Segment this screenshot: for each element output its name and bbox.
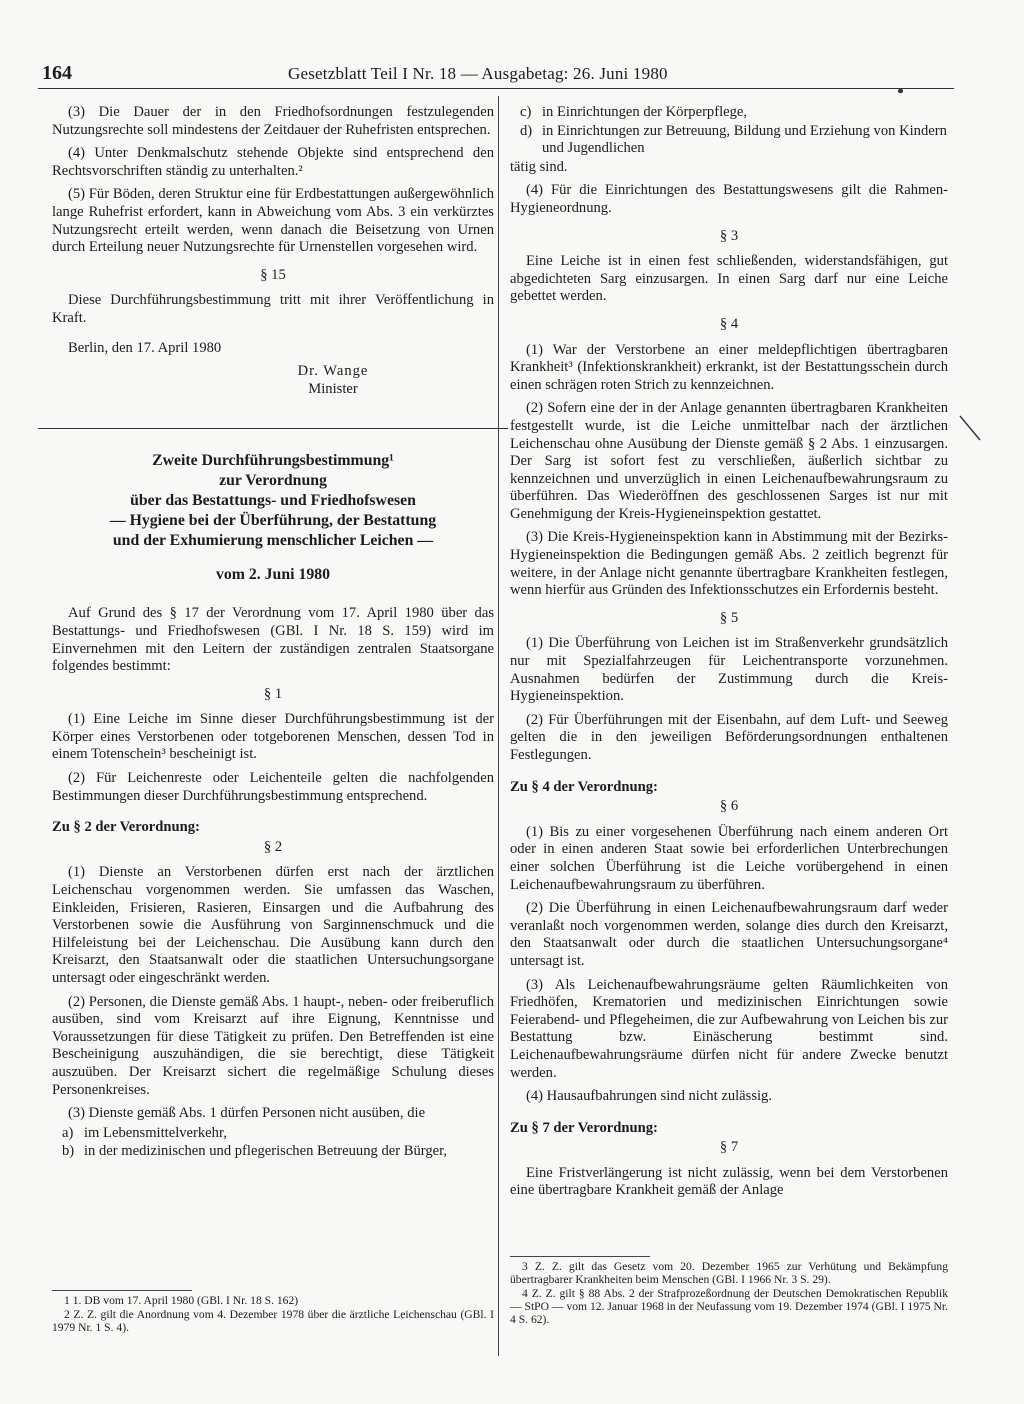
list-text: in Einrichtungen der Körperpflege, [542,104,748,120]
subheading-zu-4: Zu § 4 der Verordnung: [510,778,658,795]
section-heading-15: § 15 [260,266,286,283]
list-letter: a) [62,1124,74,1141]
paragraph: (4) Hausaufbahrungen sind nicht zulässig. [526,1088,773,1105]
section-heading-1: § 1 [263,685,283,702]
signature-block [172,363,494,398]
footnotes-right [510,1256,948,1327]
subheading-zu-7: Zu § 7 der Verordnung: [510,1119,658,1136]
list-item [52,1143,494,1161]
footnote: 1 1. DB vom 17. April 1980 (GBl. I Nr. 18 S. 162) [64,1294,299,1307]
paragraph: (5) Für Böden, deren Struktur eine für Erdbestattungen außergewöhnlich lange Ruhefrist erfordert, kann in Abweichung vom Abs. 3 ein verkürztes Nutzungsrecht erteilt werden, wenn danach die Beisetzung von Urnen durch Erteilung neuer Nutzungsrechte für Urnenstellen vorgesehen wird. [52,186,494,256]
list-item [510,123,948,158]
paragraph: (3) Dienste gemäß Abs. 1 dürfen Personen nicht ausüben, die [68,1105,426,1122]
title-line: zur Verordnung [219,472,327,490]
page-header [38,64,954,89]
paragraph: (2) Die Überführung in einen Leichenaufbewahrungsraum darf weder veranlaßt noch vorgenommen werden, solange dies durch den Kreisarzt, den Staatsanwalt oder durch die staatlichen Untersuchungsorgane⁴ untersagt ist. [510,900,948,969]
right-column [510,104,948,1206]
paragraph: (2) Sofern eine der in der Anlage genannten übertragbaren Krankheiten festgestellt wurde, ist die Leiche unmittelbar nach der ärztlichen Leichenschau ohne Ausübung der Dienste gemäß § 2 Abs. 1 einzusargen. Der Sarg ist sofort fest zu verschließen, äußerlich sichtbar zu kennzeichnen und unverzüglich in einen Leichenaufbewahrungsraum zu überführen. Das Wiederöffnen des geschlossenen Sarges ist nur mit Genehmigung der Kreis-Hygieneinspektion gestattet. [510,400,948,522]
column-divider [498,96,499,1356]
list-text: in der medizinischen und pflegerischen Betreuung der Bürger, [84,1143,448,1160]
title-line: Zweite Durchführungsbestimmung¹ [152,452,394,470]
title-line: über das Bestattungs- und Friedhofswesen [130,492,416,510]
list-text: im Lebensmittelverkehr, [84,1124,227,1141]
paragraph: tätig sind. [510,158,568,175]
paragraph: Diese Durchführungsbestimmung tritt mit ihrer Veröffentlichung in Kraft. [52,292,494,326]
section-heading-2: § 2 [263,838,283,855]
section-heading-6: § 6 [719,798,739,815]
list-item [52,1125,494,1143]
paragraph: (2) Für Leichenreste oder Leichenteile gelten die nachfolgenden Bestimmungen dieser Durchführungsbestimmung entsprechend. [52,770,494,804]
paragraph: (3) Als Leichenaufbewahrungsräume gelten Räumlichkeiten von Friedhöfen, Krematorien und medizinischen Einrichtungen sowie Feierabend- und Pflegeheimen, die zur Aufbewahrung von Leichen bis zur Bestattung bzw. Einäscherung bestimmt sind. Leichenaufbewahrungsräume dürfen nicht für andere Zwecke benutzt werden. [510,976,948,1081]
paragraph: Eine Leiche ist in einen fest schließenden, widerstandsfähigen, gut abgedichteten Sarg einzusargen. In einen Sarg darf nur eine Leiche gebettet werden. [510,253,948,305]
list-letter: b) [62,1143,75,1160]
section-heading-4: § 4 [719,315,739,332]
paragraph: (3) Die Kreis-Hygieneinspektion kann in Abstimmung mit der Bezirks-Hygieneinspektion die Bedingungen gemäß Abs. 2 zeitlich begrenzt für weitere, in der Anlage nicht genannte übertragbare Krankheiten festlegen, wenn hierfür aus Gründen des Infektionsschutzes ein Erfordernis besteht. [510,529,948,599]
paragraph: (4) Für die Einrichtungen des Bestattungswesens gilt die Rahmen-Hygieneordnung. [510,182,948,216]
preamble: Auf Grund des § 17 der Verordnung vom 17. April 1980 über das Bestattungs- und Friedhofswesen (GBl. I Nr. 18 S. 159) wird im Einvernehmen mit den Leitern der zuständigen zentralen Staatsorgane folgendes bestimmt: [52,605,494,675]
ink-dot-mark [898,89,903,93]
footnote: 4 Z. Z. gilt § 88 Abs. 2 der Strafprozeßordnung der Deutschen Demokratischen Republik — StPO — vom 12. Januar 1968 in der Neufassung vom 19. Dezember 1974 (GBl. I 1975 Nr. 4 S. 62). [510,1287,948,1326]
paragraph: (2) Personen, die Dienste gemäß Abs. 1 haupt-, neben- oder freiberuflich ausüben, sind vom Kreisarzt auf ihre Eignung, Kenntnisse und Voraussetzungen für diese Tätigkeit zu prüfen. Den Betreffenden ist eine Bescheinigung auszuhändigen, die sie berechtigt, diese Tätigkeit auszuüben. Der Kreisarzt sichert die regelmäßige Schulung dieses Personenkreises. [52,993,494,1098]
section-heading-3: § 3 [719,227,739,244]
running-title: Gesetzblatt Teil I Nr. 18 — Ausgabetag: 26. Juni 1980 [288,64,668,83]
paragraph: Eine Fristverlängerung ist nicht zulässig, wenn bei dem Verstorbenen eine übertragbare Krankheit gemäß der Anlage [510,1164,948,1199]
paragraph: (1) Bis zu einer vorgesehenen Überführung nach einem anderen Ort oder in einen anderen Staat sowie bei erforderlichen Unterbrechungen einer solchen Überführung ist die Leiche vorübergehend in einen Leichenaufbewahrungsraum zu überführen. [510,823,948,893]
left-column [52,104,494,1162]
subheading-zu-2: Zu § 2 der Verordnung: [52,819,200,836]
section-heading-7: § 7 [719,1139,739,1156]
section-heading-5: § 5 [719,609,739,626]
title-line: und der Exhumierung menschlicher Leichen — [112,532,434,550]
decree-title [52,451,494,585]
paragraph: (3) Die Dauer der in den Friedhofsordnungen festzulegenden Nutzungsrechte soll mindestens der Zeitdauer der Ruhefristen entsprechen. [52,104,494,138]
footnotes-left [52,1290,494,1335]
place-date: Berlin, den 17. April 1980 [68,339,222,356]
margin-pen-stroke [958,414,982,442]
paragraph: (2) Für Überführungen mit der Eisenbahn, auf dem Luft- und Seeweg gelten die in den jeweiligen Beförderungsordnungen enthaltenen Festlegungen. [510,711,948,763]
footnote: 2 Z. Z. gilt die Anordnung vom 4. Dezember 1978 über die ärztliche Leichenschau (GBl. I 1979 Nr. 1 S. 4). [52,1308,494,1334]
paragraph: (4) Unter Denkmalschutz stehende Objekte sind entsprechend den Rechtsvorschriften ständig zu unterhalten.² [52,145,494,179]
paragraph: (1) Dienste an Verstorbenen dürfen erst nach der ärztlichen Leichenschau vorgenommen werden. Sie umfassen das Waschen, Einkleiden, Frisieren, Rasieren, Einsargen und die Aufbahrung des Verstorbenen sowie die Ausführung von Sarginnenschmuck und die Hilfeleistung bei der Leichenschau. Die Ausübung kann durch den Kreisarzt, den Staatsanwalt oder die staatlichen Untersuchungsorgane untersagt oder eingeschränkt werden. [52,864,494,986]
paragraph: (1) Eine Leiche im Sinne dieser Durchführungsbestimmung ist der Körper eines Verstorbenen oder totgeborenen Menschen, dessen Tod in einem Totenschein³ bescheinigt ist. [52,711,494,763]
signatory-name: Dr. Wange [297,363,369,380]
page-number: 164 [42,62,72,84]
signatory-title: Minister [308,380,358,397]
list-letter: c) [520,104,532,120]
paragraph: (1) War der Verstorbene an einer meldepflichtigen übertragbaren Krankheit³ (Infektionskrankheit) erkrankt, ist der Bestattungsschein durch einen schrägen roten Strich zu kennzeichnen. [510,341,948,393]
footnote-rule [510,1256,650,1257]
title-date: vom 2. Juni 1980 [215,566,331,584]
list-item [510,104,948,122]
section-divider [38,428,508,429]
list-letter: d) [520,122,533,139]
title-line: — Hygiene bei der Überführung, der Bestattung [109,512,437,530]
footnote: 3 Z. Z. gilt das Gesetz vom 20. Dezember 1965 zur Verhütung und Bekämpfung übertragbarer Krankheiten beim Menschen (GBl. I 1966 Nr. 3 S. 29). [510,1260,948,1286]
paragraph: (1) Die Überführung von Leichen ist im Straßenverkehr grundsätzlich nur mit Spezialfahrzeugen für Leichentransporte vorzunehmen. Ausnahmen bedürfen der Zustimmung durch die Kreis-Hygieneinspektion. [510,635,948,705]
footnote-rule [52,1290,192,1291]
list-text: in Einrichtungen zur Betreuung, Bildung und Erziehung von Kindern und Jugendlichen [542,122,947,157]
